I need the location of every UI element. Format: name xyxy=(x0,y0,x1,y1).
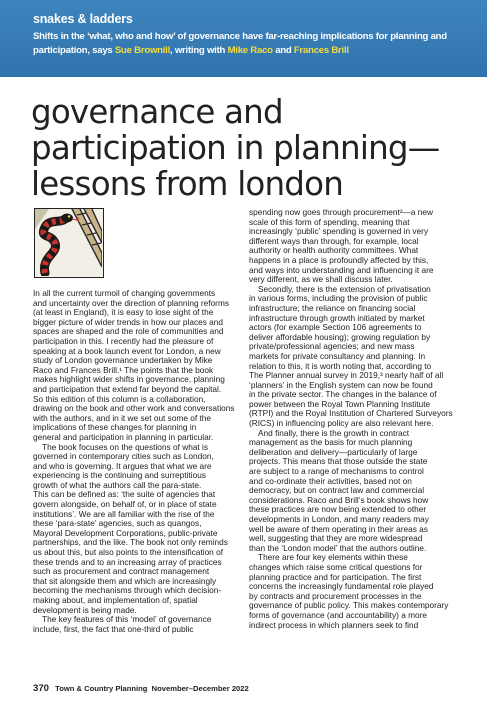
text-line: include, first, the fact that one-third of public xyxy=(33,623,194,634)
text-line: projects. This means that those outside the state xyxy=(249,456,428,467)
text-line: considerations. Raco and Brill’s book shows how xyxy=(249,494,429,505)
text-line: growth of what the authors call the para-state. xyxy=(33,479,202,490)
text-line: governance of public policy. This makes contemporary xyxy=(249,600,449,611)
text-line: these practices are now being extended to other xyxy=(249,504,427,515)
text-line: in the private sector. The changes in the balance of xyxy=(249,389,437,400)
page-footer xyxy=(33,683,249,694)
text-line: are subject to a range of mechanisms to control xyxy=(249,466,424,477)
text-line: implications of these changes for planning in xyxy=(33,422,197,433)
text-line: (RTPI) and the Royal Institution of Chartered Surveyors xyxy=(249,408,453,419)
headline-line: governance and xyxy=(31,93,283,131)
text-line: ‘planners’ in the English system can now be found xyxy=(249,379,433,390)
text-line: experiencing is the continuing and surreptitious xyxy=(33,470,206,481)
author-mike-raco: Mike Raco xyxy=(227,45,273,56)
text-line: actors (for example Section 106 agreements to xyxy=(249,322,422,333)
standfirst-text: Shifts in the ‘what, who and how’ of governance have far-reaching implications for planning and participation, says xyxy=(33,31,447,56)
text-line: governed in contemporary cities such as London, xyxy=(33,451,214,462)
text-line: authority or health authority committees. What xyxy=(249,245,419,256)
text-line: concerns the increasingly fundamental role played xyxy=(249,581,434,592)
text-line: And finally, there is the growth in contract xyxy=(258,427,410,438)
text-line: scale of this form of spending, meaning that xyxy=(249,216,410,227)
text-line: In all the current turmoil of changing governments xyxy=(33,288,216,298)
text-line: institutions’. We are all familiar with the rise of the xyxy=(33,508,215,519)
text-line: (RICS) in influencing policy are also relevant here. xyxy=(249,418,434,429)
text-line: infrastructure through growth initiated by market xyxy=(249,312,425,323)
article-headline xyxy=(31,94,471,202)
text-line: planning practice and for participation. The first xyxy=(249,571,422,582)
snake-and-ladder-illustration xyxy=(34,208,104,278)
text-line: and who is governing. It argues that what we are xyxy=(33,460,212,471)
column-banner xyxy=(0,0,487,77)
page-number: 370 xyxy=(33,683,50,694)
headline-line: participation in planning— xyxy=(31,129,440,167)
text-line: infrastructure; the reliance on financing social xyxy=(249,302,416,313)
standfirst xyxy=(33,30,473,58)
article-column-right xyxy=(249,208,463,630)
text-line: power between the Royal Town Planning Institute xyxy=(249,398,431,409)
standfirst-connector: and xyxy=(272,45,294,56)
text-line: private/professional agencies; and new mass xyxy=(249,341,415,352)
standfirst-connector: , writing with xyxy=(170,45,228,56)
text-line: in various forms, including the provision of public xyxy=(249,293,428,304)
text-line: becoming the mechanisms through which decision- xyxy=(33,585,222,596)
text-line: well be aware of them operating in their areas as xyxy=(249,523,428,534)
column-kicker: snakes & ladders xyxy=(33,12,133,26)
text-line: by contracts and procurement processes in the xyxy=(249,590,422,601)
text-line: spending now goes through procurement²—a new xyxy=(249,207,434,217)
text-line: development is being made. xyxy=(33,604,137,615)
text-line: happens in a place is profoundly affected by this, xyxy=(249,254,429,265)
text-line: making about, and implementation of, spatial xyxy=(33,595,198,605)
text-line: drawing on the book and other work and conversations xyxy=(33,403,235,414)
text-line: deliver affordable housing); growing regulation by xyxy=(249,331,431,342)
text-line: speaking at a book launch event for London, a new xyxy=(33,345,221,356)
body-paragraph xyxy=(249,285,463,429)
text-line: very different, as we shall discuss later. xyxy=(249,274,393,285)
body-paragraph xyxy=(33,615,240,634)
text-line: There are four key elements within these xyxy=(258,552,408,563)
text-line: general and participation in planning in particular. xyxy=(33,431,214,442)
text-line: (at least in England), it is easy to lose sight of the xyxy=(33,307,214,318)
publication-name: Town & Country Planning xyxy=(55,684,148,693)
text-line: The key features of this ‘model’ of governance xyxy=(42,614,212,625)
article-column-left xyxy=(33,289,240,634)
text-line: different ways than through, for example, local xyxy=(249,235,419,246)
issue-date: November–December 2022 xyxy=(151,684,249,693)
text-line: and ways into understanding and influencing it are xyxy=(249,264,434,275)
text-line: developments in London, and many readers may xyxy=(249,514,429,524)
text-line: forms of governance (and accountability) a more xyxy=(249,609,428,620)
text-line: these trends and to an increasing array of practices xyxy=(33,556,222,567)
text-line: The Planner annual survey in 2019,³ nearly half of all xyxy=(249,370,444,381)
text-line: management as the basis for much planning xyxy=(249,437,413,448)
text-line: than the ‘London model’ that the authors outline. xyxy=(249,542,427,553)
text-line: increasingly ‘public’ spending is governed in very xyxy=(249,226,429,237)
text-line: well, suggesting that they are more widespread xyxy=(249,533,423,544)
text-line: markets for private consultancy and planning. In xyxy=(249,350,426,361)
text-line: changes which raise some critical questions for xyxy=(249,561,423,572)
text-line: democracy, but on contract law and commercial xyxy=(249,485,425,496)
text-line: with the authors, and in it we set out some of the xyxy=(33,412,212,423)
body-paragraph xyxy=(249,208,463,285)
author-sue-brownill: Sue Brownill xyxy=(114,45,171,56)
text-line: such as procurement and contract management xyxy=(33,566,210,577)
text-line: and co-ordinate their activities, based not on xyxy=(249,475,412,486)
text-line: So this edition of this column is a collaboration, xyxy=(33,393,206,404)
body-paragraph xyxy=(249,429,463,554)
text-line: and participation that extend far beyond the capital. xyxy=(33,383,222,394)
text-line: This can be defined as: ‘the suite of agencies that xyxy=(33,489,216,500)
author-frances-brill: Frances Brill xyxy=(293,45,349,56)
text-line: govern alongside, on behalf of, or in place of state xyxy=(33,499,217,510)
text-line: indirect process in which planners seek to find xyxy=(249,619,419,630)
snake-ladder-icon xyxy=(35,209,102,276)
body-paragraph xyxy=(249,553,463,630)
body-paragraph xyxy=(33,443,240,616)
text-line: us about this, but also points to the intensification of xyxy=(33,547,224,558)
text-line: spaces are shaped and the role of communities and xyxy=(33,326,224,337)
text-line: that sit alongside them and which are increasingly xyxy=(33,575,217,586)
headline-line: lessons from london xyxy=(31,165,344,203)
text-line: study of London governance undertaken by Mike xyxy=(33,355,213,366)
text-line: makes highlight wider shifts in governance, planning xyxy=(33,374,225,385)
text-line: deliberation and delivery—particularly of large xyxy=(249,446,418,457)
text-line: The book focuses on the questions of what is xyxy=(42,441,209,452)
text-line: these ‘para-state’ agencies, such as quangos, xyxy=(33,518,202,529)
text-line: bigger picture of wider trends in how our places and xyxy=(33,316,224,327)
text-line: and uncertainty over the direction of planning reforms xyxy=(33,297,230,308)
text-line: relation to this, it is worth noting that, according to xyxy=(249,360,432,371)
text-line: partnerships, and the like. The book not only reminds xyxy=(33,537,228,548)
text-line: Mayoral Development Corporations, public-private xyxy=(33,527,218,538)
text-line: Secondly, there is the extension of privatisation xyxy=(258,283,431,294)
body-paragraph xyxy=(33,289,240,443)
text-line: Raco and Frances Brill.¹ The points that the book xyxy=(33,364,214,375)
text-line: participation in this. I recently had the pleasure of xyxy=(33,335,214,346)
